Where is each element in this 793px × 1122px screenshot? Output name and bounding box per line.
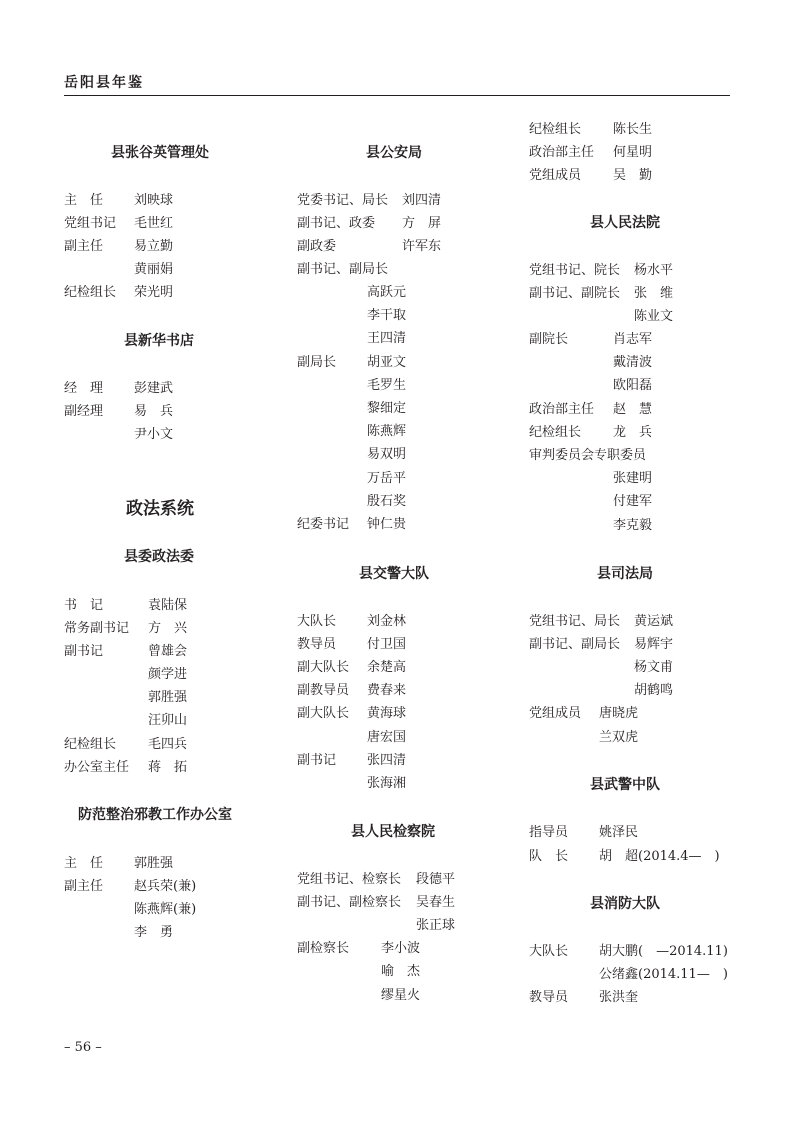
role: 教导员 (529, 990, 569, 1005)
name: 李干取 (367, 308, 407, 323)
name: 许军东 (402, 239, 442, 254)
role: 办公室主任 (64, 760, 130, 775)
role: 纪检组长 (529, 425, 582, 440)
role: 副书记、副局长 (529, 637, 621, 652)
role: 常务副书记 (64, 621, 130, 636)
name: 李克毅 (613, 518, 653, 533)
name: 胡鹤鸣 (634, 683, 674, 698)
name: 胡 超(2014.4— ) (599, 849, 720, 864)
name: 黄运斌 (634, 614, 674, 629)
name: 汪卯山 (148, 713, 188, 728)
name: 郭胜强 (134, 856, 174, 871)
name: 唐晓虎 (599, 706, 639, 721)
role: 副书记 (297, 753, 337, 768)
role: 副大队长 (297, 660, 350, 675)
section-title-gongan: 县公安局 (366, 145, 422, 161)
name: 易辉宇 (634, 637, 674, 652)
name: 陈长生 (613, 122, 653, 137)
name: 王四清 (367, 331, 407, 346)
name: 何星明 (613, 145, 653, 160)
name: 毛世红 (134, 216, 174, 231)
role: 党组书记、院长 (529, 263, 621, 278)
role: 副院长 (529, 332, 569, 347)
role: 主 任 (64, 193, 104, 208)
header-rule (64, 95, 730, 96)
role: 副书记、副局长 (297, 262, 389, 277)
name: 万岳平 (367, 471, 407, 486)
name: 戴清波 (613, 355, 653, 370)
name: 公绪鑫(2014.11— ) (599, 967, 728, 982)
name: 李小波 (381, 941, 421, 956)
role: 副经理 (64, 404, 104, 419)
name: 唐宏国 (367, 730, 407, 745)
name: 段德平 (416, 872, 456, 887)
name: 赵 慧 (613, 402, 653, 417)
name: 彭建武 (134, 381, 174, 396)
name: 荣光明 (134, 285, 174, 300)
name: 刘四清 (402, 193, 442, 208)
role: 纪检组长 (529, 122, 582, 137)
name: 张四清 (367, 753, 407, 768)
name: 兰双虎 (599, 730, 639, 745)
name: 龙 兵 (613, 425, 653, 440)
role: 副主任 (64, 879, 104, 894)
name: 刘金林 (367, 614, 407, 629)
role: 副书记、副检察长 (297, 895, 402, 910)
name: 黎细定 (367, 401, 407, 416)
name: 胡大鹏( —2014.11) (599, 944, 728, 959)
role: 副教导员 (297, 683, 350, 698)
section-title-jiaojing: 县交警大队 (359, 566, 429, 582)
role: 教导员 (297, 637, 337, 652)
page-number: – 56 – (64, 1040, 102, 1055)
name: 方 屏 (402, 216, 442, 231)
role: 纪检组长 (64, 737, 117, 752)
role: 副大队长 (297, 706, 350, 721)
role: 指导员 (529, 825, 569, 840)
name: 易 兵 (134, 404, 174, 419)
section-title-sifa: 县司法局 (597, 566, 653, 582)
section-title-xiejiao: 防范整治邪教工作办公室 (78, 807, 232, 823)
name: 张建明 (613, 471, 653, 486)
role: 副政委 (297, 239, 337, 254)
name: 袁陆保 (148, 598, 188, 613)
name: 黄海球 (367, 706, 407, 721)
role: 政治部主任 (529, 145, 595, 160)
running-header-title: 岳阳县年鉴 (64, 75, 144, 91)
role: 审判委员会专职委员 (529, 448, 647, 463)
name: 李 勇 (134, 925, 174, 940)
section-title-wujing: 县武警中队 (590, 777, 660, 793)
name: 陈业文 (634, 309, 674, 324)
role: 大队长 (297, 614, 337, 629)
section-title-xiaofang: 县消防大队 (590, 896, 660, 912)
name: 杨文甫 (634, 660, 674, 675)
name: 赵兵荣(兼) (134, 879, 197, 894)
name: 刘映球 (134, 193, 174, 208)
role: 纪检组长 (64, 285, 117, 300)
name: 吴 勤 (613, 168, 653, 183)
role: 副主任 (64, 239, 104, 254)
name: 蒋 拓 (148, 760, 188, 775)
name: 喻 杰 (381, 964, 421, 979)
name: 张 维 (634, 286, 674, 301)
role: 副检察长 (297, 941, 350, 956)
name: 颜学进 (148, 667, 188, 682)
name: 付卫国 (367, 637, 407, 652)
name: 易立勤 (134, 239, 174, 254)
name: 陈燕辉(兼) (134, 902, 197, 917)
name: 姚泽民 (599, 825, 639, 840)
name: 陈燕辉 (367, 424, 407, 439)
name: 殷石奖 (367, 494, 407, 509)
name: 郭胜强 (148, 690, 188, 705)
role: 党组书记、检察长 (297, 872, 402, 887)
name: 高跃元 (367, 285, 407, 300)
name: 缪星火 (381, 988, 421, 1003)
role: 党组书记 (64, 216, 117, 231)
name: 张海湘 (367, 776, 407, 791)
role: 党组成员 (529, 168, 582, 183)
name: 张洪奎 (599, 990, 639, 1005)
name: 方 兴 (148, 621, 188, 636)
name: 付建军 (613, 494, 653, 509)
role: 党组成员 (529, 706, 582, 721)
section-title-jianchayuan: 县人民检察院 (351, 824, 435, 840)
role: 副书记 (64, 644, 104, 659)
name: 易双明 (367, 447, 407, 462)
name: 肖志军 (613, 332, 653, 347)
name: 欧阳磊 (613, 378, 653, 393)
role: 党组书记、局长 (529, 614, 621, 629)
name: 杨水平 (634, 263, 674, 278)
role: 书 记 (64, 598, 104, 613)
name: 黄丽娟 (134, 262, 174, 277)
role: 副局长 (297, 355, 337, 370)
name: 余楚高 (367, 660, 407, 675)
name: 曾雄会 (148, 644, 188, 659)
role: 主 任 (64, 856, 104, 871)
name: 张正球 (416, 918, 456, 933)
section-title-fayuan: 县人民法院 (590, 215, 660, 231)
name: 毛罗生 (367, 378, 407, 393)
section-title-zhengfawei: 县委政法委 (124, 549, 194, 565)
role: 纪委书记 (297, 517, 350, 532)
role: 副书记、副院长 (529, 286, 621, 301)
name: 吴春生 (416, 895, 456, 910)
role: 党委书记、局长 (297, 193, 389, 208)
role: 经 理 (64, 381, 104, 396)
section-title-xinhua: 县新华书店 (124, 333, 194, 349)
role: 大队长 (529, 944, 569, 959)
name: 尹小文 (134, 427, 174, 442)
name: 费春来 (367, 683, 407, 698)
role: 政治部主任 (529, 402, 595, 417)
role: 副书记、政委 (297, 216, 376, 231)
role: 队 长 (529, 849, 569, 864)
name: 毛四兵 (148, 737, 188, 752)
section-title-zhanggu: 县张谷英管理处 (111, 145, 209, 161)
name: 胡亚文 (367, 355, 407, 370)
name: 钟仁贵 (367, 517, 407, 532)
system-heading: 政法系统 (126, 499, 194, 519)
